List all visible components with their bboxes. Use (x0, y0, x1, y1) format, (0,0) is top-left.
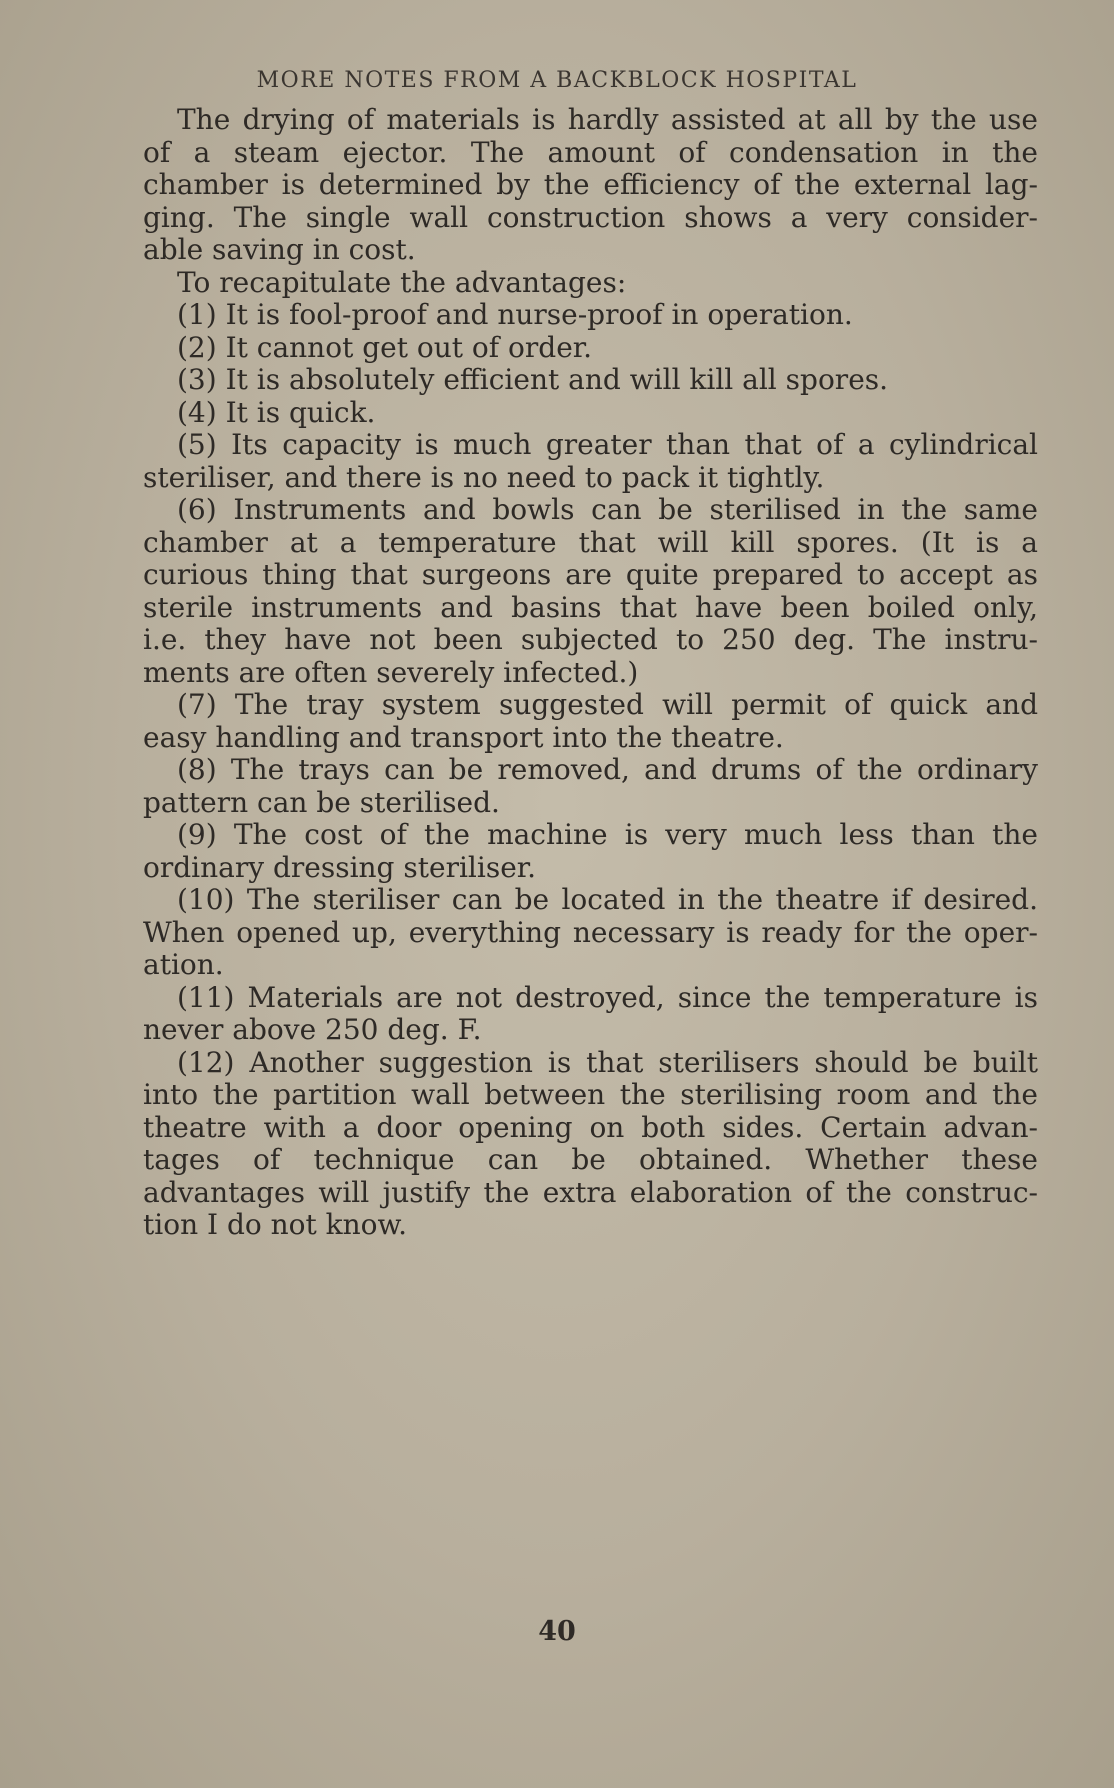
text-line: (2) It cannot get out of order. (177, 330, 592, 364)
text-line: (10) The steriliser can be located in the theatre if desired. (177, 883, 1038, 916)
text-line: ging. The single wall construction shows a very consider- (143, 200, 1038, 234)
text-line: (4) It is quick. (177, 395, 376, 429)
text-line: curious thing that surgeons are quite prepared to accept as (143, 558, 1038, 591)
page-number: 40 (538, 1616, 576, 1647)
text-line: chamber at a temperature that will kill spores. (It is a (143, 525, 1038, 559)
running-head: MORE NOTES FROM A BACKBLOCK HOSPITAL (256, 68, 858, 93)
text-line: never above 250 deg. F. (143, 1013, 482, 1046)
text-line: (11) Materials are not destroyed, since the temperature is (177, 980, 1038, 1014)
text-line: (9) The cost of the machine is very much less than the (177, 818, 1038, 851)
text-line: tion I do not know. (143, 1208, 408, 1241)
text-line: tages of technique can be obtained. Whether these (143, 1143, 1038, 1176)
text-line: (1) It is fool-proof and nurse-proof in operation. (177, 298, 853, 331)
text-line: (3) It is absolutely efficient and will kill all spores. (177, 363, 889, 396)
text-line: pattern can be sterilised. (143, 785, 500, 819)
text-line: theatre with a door opening on both sides. Certain advan- (143, 1110, 1038, 1144)
text-line: chamber is determined by the efficiency of the external lag- (143, 168, 1038, 201)
text-line: ments are often severely infected.) (143, 655, 639, 689)
text-line: To recapitulate the advantages: (177, 265, 627, 299)
text-line: easy handling and transport into the theatre. (143, 720, 784, 754)
text-line: The drying of materials is hardly assisted at all by the use (177, 103, 1038, 136)
text-line: (12) Another suggestion is that sterilisers should be built (177, 1045, 1038, 1079)
text-line: (5) Its capacity is much greater than that of a cylindrical (177, 428, 1038, 461)
text-line: ordinary dressing steriliser. (143, 850, 536, 884)
text-line: steriliser, and there is no need to pack it tightly. (143, 460, 825, 494)
text-line: ation. (143, 948, 224, 981)
text-line: i.e. they have not been subjected to 250 deg. The instru- (143, 623, 1038, 656)
text-line: able saving in cost. (143, 233, 416, 266)
text-line: into the partition wall between the sterilising room and the (143, 1078, 1038, 1111)
text-line: of a steam ejector. The amount of condensation in the (143, 135, 1038, 169)
text-line: sterile instruments and basins that have been boiled only, (143, 590, 1038, 624)
text-line: (8) The trays can be removed, and drums of the ordinary (177, 753, 1038, 786)
text-line: advantages will justify the extra elaboration of the construc- (143, 1175, 1038, 1209)
body-text (143, 104, 1038, 1242)
text-line: (6) Instruments and bowls can be sterilised in the same (177, 493, 1038, 526)
text-line: When opened up, everything necessary is ready for the oper- (143, 915, 1038, 949)
text-line: (7) The tray system suggested will permit of quick and (177, 688, 1038, 721)
